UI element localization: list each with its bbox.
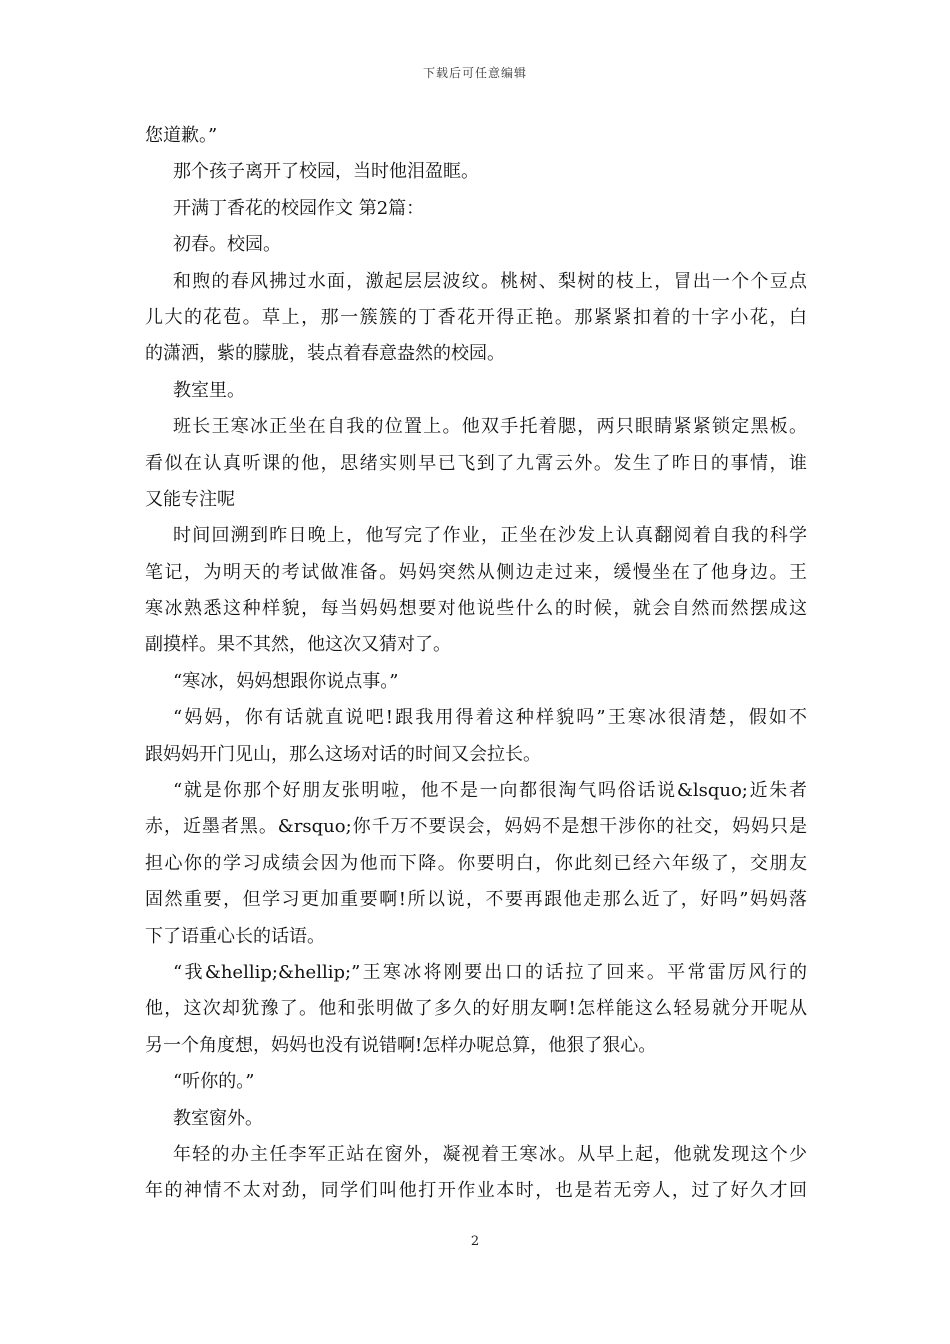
text-line: 的潇洒，紫的朦胧，装点着春意盎然的校园。 bbox=[145, 343, 505, 365]
text-line: 跟妈妈开门见山，那么这场对话的时间又会拉长。 bbox=[145, 743, 541, 765]
text-line: 下了语重心长的话语。 bbox=[145, 925, 325, 947]
text-line: 那个孩子离开了校园，当时他泪盈眶。 bbox=[173, 161, 479, 183]
text-line: 教室里。 bbox=[173, 379, 245, 401]
text-line: 和煦的春风拂过水面，激起层层波纹。桃树、梨树的枝上，冒出一个个豆点 bbox=[173, 270, 807, 292]
text-line: “就是你那个好朋友张明啦，他不是一向都很淘气吗俗话说&lsquo;近朱者 bbox=[173, 780, 807, 802]
text-line: 初春。校园。 bbox=[173, 234, 281, 256]
text-line: 年轻的办主任李军正站在窗外，凝视着王寒冰。从早上起，他就发现这个少 bbox=[173, 1143, 807, 1165]
text-line: “妈妈，你有话就直说吧!跟我用得着这种样貌吗”王寒冰很清楚，假如不 bbox=[173, 707, 807, 729]
text-line: 又能专注呢 bbox=[145, 488, 235, 510]
text-line: 他，这次却犹豫了。他和张明做了多久的好朋友啊!怎样能这么轻易就分开呢从 bbox=[145, 998, 807, 1020]
text-line: 看似在认真听课的他，思绪实则早已飞到了九霄云外。发生了昨日的事情，谁 bbox=[145, 452, 807, 474]
text-line: “寒冰，妈妈想跟你说点事。” bbox=[173, 670, 399, 692]
text-line: 年的神情不太对劲，同学们叫他打开作业本时，也是若无旁人，过了好久才回 bbox=[145, 1180, 807, 1202]
text-line: 时间回溯到昨日晚上，他写完了作业，正坐在沙发上认真翻阅着自我的科学 bbox=[173, 525, 807, 547]
text-line: 儿大的花苞。草上，那一簇簇的丁香花开得正艳。那紧紧扣着的十字小花，白 bbox=[145, 306, 807, 328]
text-line: “我&hellip;&hellip;”王寒冰将刚要出口的话拉了回来。平常雷厉风行的 bbox=[173, 961, 807, 983]
text-line: 笔记，为明天的考试做准备。妈妈突然从侧边走过来，缓慢坐在了他身边。王 bbox=[145, 561, 807, 583]
text-line: 副摸样。果不其然，他这次又猜对了。 bbox=[145, 634, 451, 656]
text-line: 您道歉。” bbox=[145, 125, 218, 146]
text-line: 另一个角度想，妈妈也没有说错啊!怎样办呢总算，他狠了狠心。 bbox=[145, 1034, 657, 1056]
page-header: 下载后可任意编辑 bbox=[422, 66, 527, 80]
page-number: 2 bbox=[470, 1234, 480, 1249]
text-line: 寒冰熟悉这种样貌，每当妈妈想要对他说些什么的时候，就会自然而然摆成这 bbox=[145, 598, 807, 620]
text-line: “听你的。” bbox=[173, 1071, 255, 1093]
text-line: 班长王寒冰正坐在自我的位置上。他双手托着腮，两只眼睛紧紧锁定黑板。 bbox=[173, 416, 807, 438]
text-line: 固然重要，但学习更加重要啊!所以说，不要再跟他走那么近了，好吗”妈妈落 bbox=[145, 889, 807, 911]
text-line: 担心你的学习成绩会因为他而下降。你要明白，你此刻已经六年级了，交朋友 bbox=[145, 852, 807, 874]
document-body bbox=[145, 118, 807, 1210]
text-line: 教室窗外。 bbox=[173, 1107, 263, 1129]
text-line: 赤，近墨者黑。&rsquo;你千万不要误会，妈妈不是想干涉你的社交，妈妈只是 bbox=[145, 816, 807, 838]
text-line: 开满丁香花的校园作文 第2篇： bbox=[173, 197, 425, 219]
